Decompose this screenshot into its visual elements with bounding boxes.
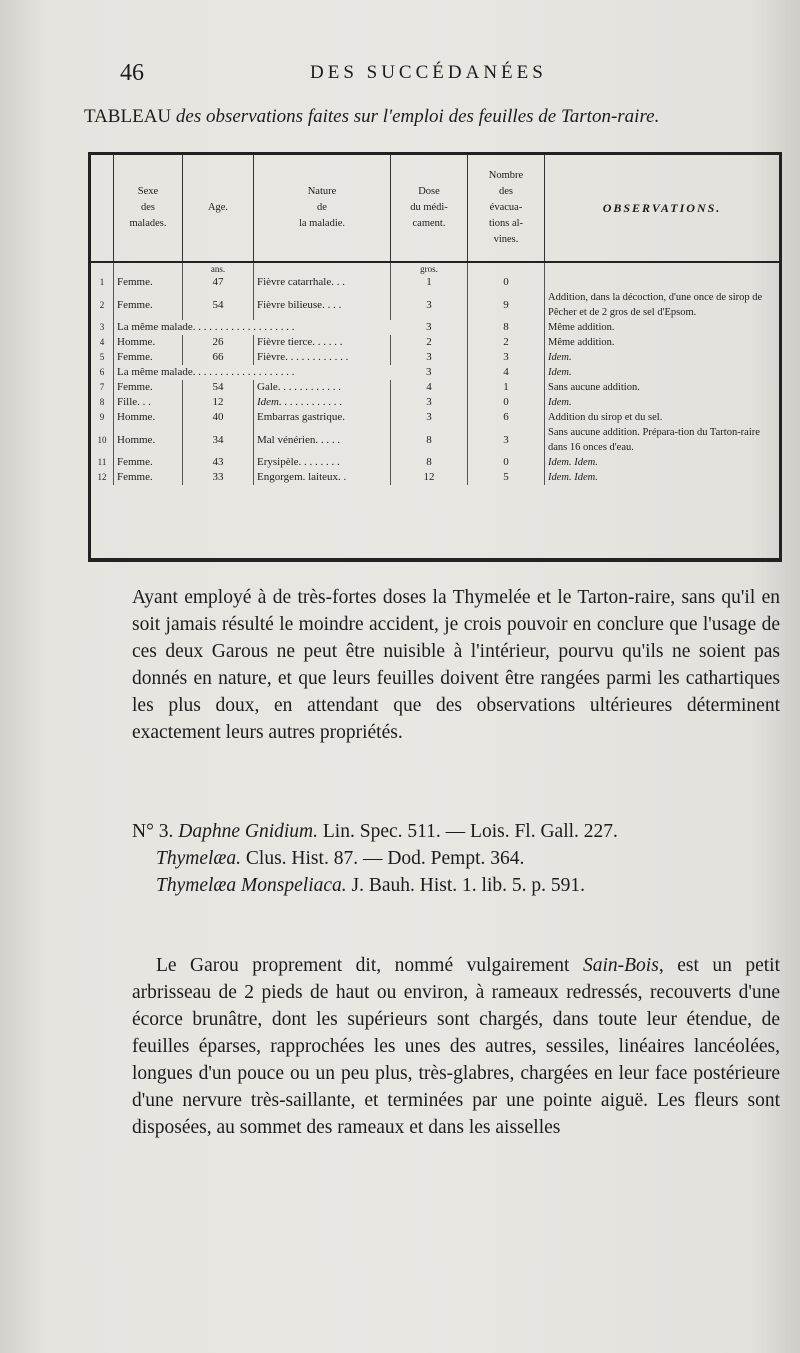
- row-age: 12: [183, 395, 254, 410]
- row-evacuations: 5: [468, 470, 545, 485]
- row-nature: Engorgem. laiteux. .: [254, 470, 391, 485]
- row-dose: 2: [391, 335, 468, 350]
- row-observation: Idem. Idem.: [548, 472, 598, 483]
- row-sexe: Femme.: [114, 380, 183, 395]
- table-title-prefix: TABLEAU: [84, 106, 172, 127]
- running-header: [120, 60, 780, 94]
- row-nature: Fièvre bilieuse. . . .: [254, 290, 391, 320]
- row-sexe: Femme.: [114, 290, 183, 320]
- row-number: 12: [91, 470, 114, 485]
- table-title: [84, 106, 794, 128]
- row-age: 40: [183, 410, 254, 425]
- row-sexe: Femme.: [114, 470, 183, 485]
- row-observation: Même addition.: [548, 322, 615, 333]
- entry-name: Daphne Gnidium.: [178, 821, 319, 842]
- row-age: 26: [183, 335, 254, 350]
- row-observation: Idem.: [548, 352, 572, 363]
- synonym-2: Thymelæa Monspeliaca. J. Bauh. Hist. 1. lib. 5. p. 591.: [156, 875, 585, 896]
- col-nature: Nature de la maladie.: [254, 155, 391, 262]
- row-dose: 3: [391, 320, 468, 335]
- row-dose: 8: [391, 425, 468, 455]
- row-dose: 3: [391, 365, 468, 380]
- page-number: 46: [120, 60, 144, 86]
- row-dose: 8: [391, 455, 468, 470]
- row-nature: Fièvre catarrhale. . .: [254, 275, 391, 290]
- row-sexe: Femme.: [114, 275, 183, 290]
- row-evacuations: 1: [468, 380, 545, 395]
- col-number: [91, 155, 114, 262]
- row-number: 10: [91, 425, 114, 455]
- row-age: 34: [183, 425, 254, 455]
- table-row: [91, 275, 779, 290]
- row-age: 66: [183, 350, 254, 365]
- row-number: 8: [91, 395, 114, 410]
- col-sexe: Sexe des malades.: [114, 155, 183, 262]
- table-row: [91, 425, 779, 455]
- row-number: 7: [91, 380, 114, 395]
- row-dose: 3: [391, 290, 468, 320]
- row-dose: 3: [391, 395, 468, 410]
- row-observation: Addition du sirop et du sel.: [548, 412, 663, 423]
- row-observation: Sans aucune addition.: [548, 382, 640, 393]
- row-dose: 3: [391, 410, 468, 425]
- row-nature: Fièvre tierce. . . . . .: [254, 335, 391, 350]
- row-dose: 3: [391, 350, 468, 365]
- table-row: [91, 455, 779, 470]
- row-number: 5: [91, 350, 114, 365]
- row-nature: Idem. . . . . . . . . . . .: [254, 395, 391, 410]
- row-number: 2: [91, 290, 114, 320]
- row-nature: Erysipèle. . . . . . . .: [254, 455, 391, 470]
- row-nature: Mal vénérien. . . . .: [254, 425, 391, 455]
- row-age: 54: [183, 380, 254, 395]
- table-row: [91, 380, 779, 395]
- row-nature: Embarras gastrique.: [254, 410, 391, 425]
- table-title-rest: des observations faites sur l'emploi des feuilles de Tarton-raire.: [175, 106, 660, 127]
- row-observation: Idem.: [548, 367, 572, 378]
- row-evacuations: 0: [468, 395, 545, 410]
- row-sexe: Femme.: [114, 455, 183, 470]
- row-observation: Idem.: [548, 397, 572, 408]
- row-evacuations: 8: [468, 320, 545, 335]
- row-evacuations: 9: [468, 290, 545, 320]
- table-row: [91, 320, 779, 335]
- row-evacuations: 0: [468, 275, 545, 290]
- age-unit: ans.: [183, 262, 254, 275]
- table-row: [91, 365, 779, 380]
- row-sexe: Homme.: [114, 410, 183, 425]
- col-evacuations: Nombre des évacua- tions al- vines.: [468, 155, 545, 262]
- row-observation: Addition, dans la décoction, d'une once de sirop de Pêcher et de 2 gros de sel d'Epsom.: [548, 292, 763, 318]
- species-entry: [132, 818, 780, 899]
- row-sexe: Homme.: [114, 335, 183, 350]
- row-number: 9: [91, 410, 114, 425]
- observations-table: [88, 152, 782, 562]
- row-evacuations: 2: [468, 335, 545, 350]
- row-number: 11: [91, 455, 114, 470]
- row-evacuations: 0: [468, 455, 545, 470]
- row-dose: 12: [391, 470, 468, 485]
- row-dose: 1: [391, 275, 468, 290]
- row-nature: Gale. . . . . . . . . . . .: [254, 380, 391, 395]
- col-observations: OBSERVATIONS.: [545, 155, 780, 262]
- running-title: DES SUCCÉDANÉES: [310, 62, 547, 83]
- table-row: [91, 470, 779, 485]
- row-age: 33: [183, 470, 254, 485]
- row-evacuations: 4: [468, 365, 545, 380]
- row-age: 47: [183, 275, 254, 290]
- row-sexe: Homme.: [114, 425, 183, 455]
- synonym-1: Thymelæa. Clus. Hist. 87. — Dod. Pempt. 364.: [156, 848, 525, 869]
- paragraph-conclusion: Ayant employé à de très-fortes doses la Thymelée et le Tarton-raire, sans qu'il en soit jamais résulté le moindre accident, je crois pouvoir en conclure que l'usage de ces deux Garous ne peut être nuisible à l'intérieur, pourvu qu'ils ne soient pas donnés en nature, et que leurs feuilles doivent être rangées parmi les cathartiques les plus doux, en attendant que des observations ultérieures déterminent exactement leurs autres propriétés.: [132, 587, 780, 743]
- row-dose: 4: [391, 380, 468, 395]
- table-row: [91, 410, 779, 425]
- col-dose: Dose du médi- cament.: [391, 155, 468, 262]
- table-row: [91, 350, 779, 365]
- row-nature: Fièvre. . . . . . . . . . . .: [254, 350, 391, 365]
- table-row: [91, 290, 779, 320]
- row-age: 54: [183, 290, 254, 320]
- units-row: [91, 262, 779, 275]
- table-row: [91, 395, 779, 410]
- row-observation: Sans aucune addition. Prépara-tion du Tarton-raire dans 16 onces d'eau.: [548, 427, 760, 453]
- paragraph-description: Le Garou proprement dit, nommé vulgairement Sain-Bois, est un petit arbrisseau de 2 pieds de haut ou environ, à rameaux redressés, recouverts d'une écorce brunâtre, dont les supérieurs sont chargés, dans toute leur étendue, de feuilles éparses, rapprochées les unes des autres, sessiles, linéaires lancéolées, longues d'un pouce ou un peu plus, très-glabres, chargées en leur face postérieure d'une nervure très-saillante, et terminées par une pointe aiguë. Les fleurs sont disposées, au sommet des rameaux et dans les aisselles: [132, 955, 781, 1138]
- row-number: 3: [91, 320, 114, 335]
- entry-number: N° 3.: [132, 821, 174, 842]
- row-number: 6: [91, 365, 114, 380]
- entry-line: [132, 818, 780, 845]
- row-span-text: La même malade. . . . . . . . . . . . . . . . . . .: [117, 321, 295, 333]
- row-sexe: Femme.: [114, 350, 183, 365]
- entry-reference: Lin. Spec. 511. — Lois. Fl. Gall. 227.: [322, 821, 618, 842]
- row-evacuations: 3: [468, 350, 545, 365]
- row-sexe: Fille. . .: [114, 395, 183, 410]
- row-number: 4: [91, 335, 114, 350]
- row-age: 43: [183, 455, 254, 470]
- row-span-text: La même malade. . . . . . . . . . . . . . . . . . .: [117, 366, 295, 378]
- row-evacuations: 6: [468, 410, 545, 425]
- row-observation: [545, 275, 780, 290]
- table-row: [91, 335, 779, 350]
- row-observation: Même addition.: [548, 337, 615, 348]
- row-observation: Idem. Idem.: [548, 457, 598, 468]
- row-evacuations: 3: [468, 425, 545, 455]
- dose-unit: gros.: [391, 262, 468, 275]
- row-number: 1: [91, 275, 114, 290]
- col-age: Age.: [183, 155, 254, 262]
